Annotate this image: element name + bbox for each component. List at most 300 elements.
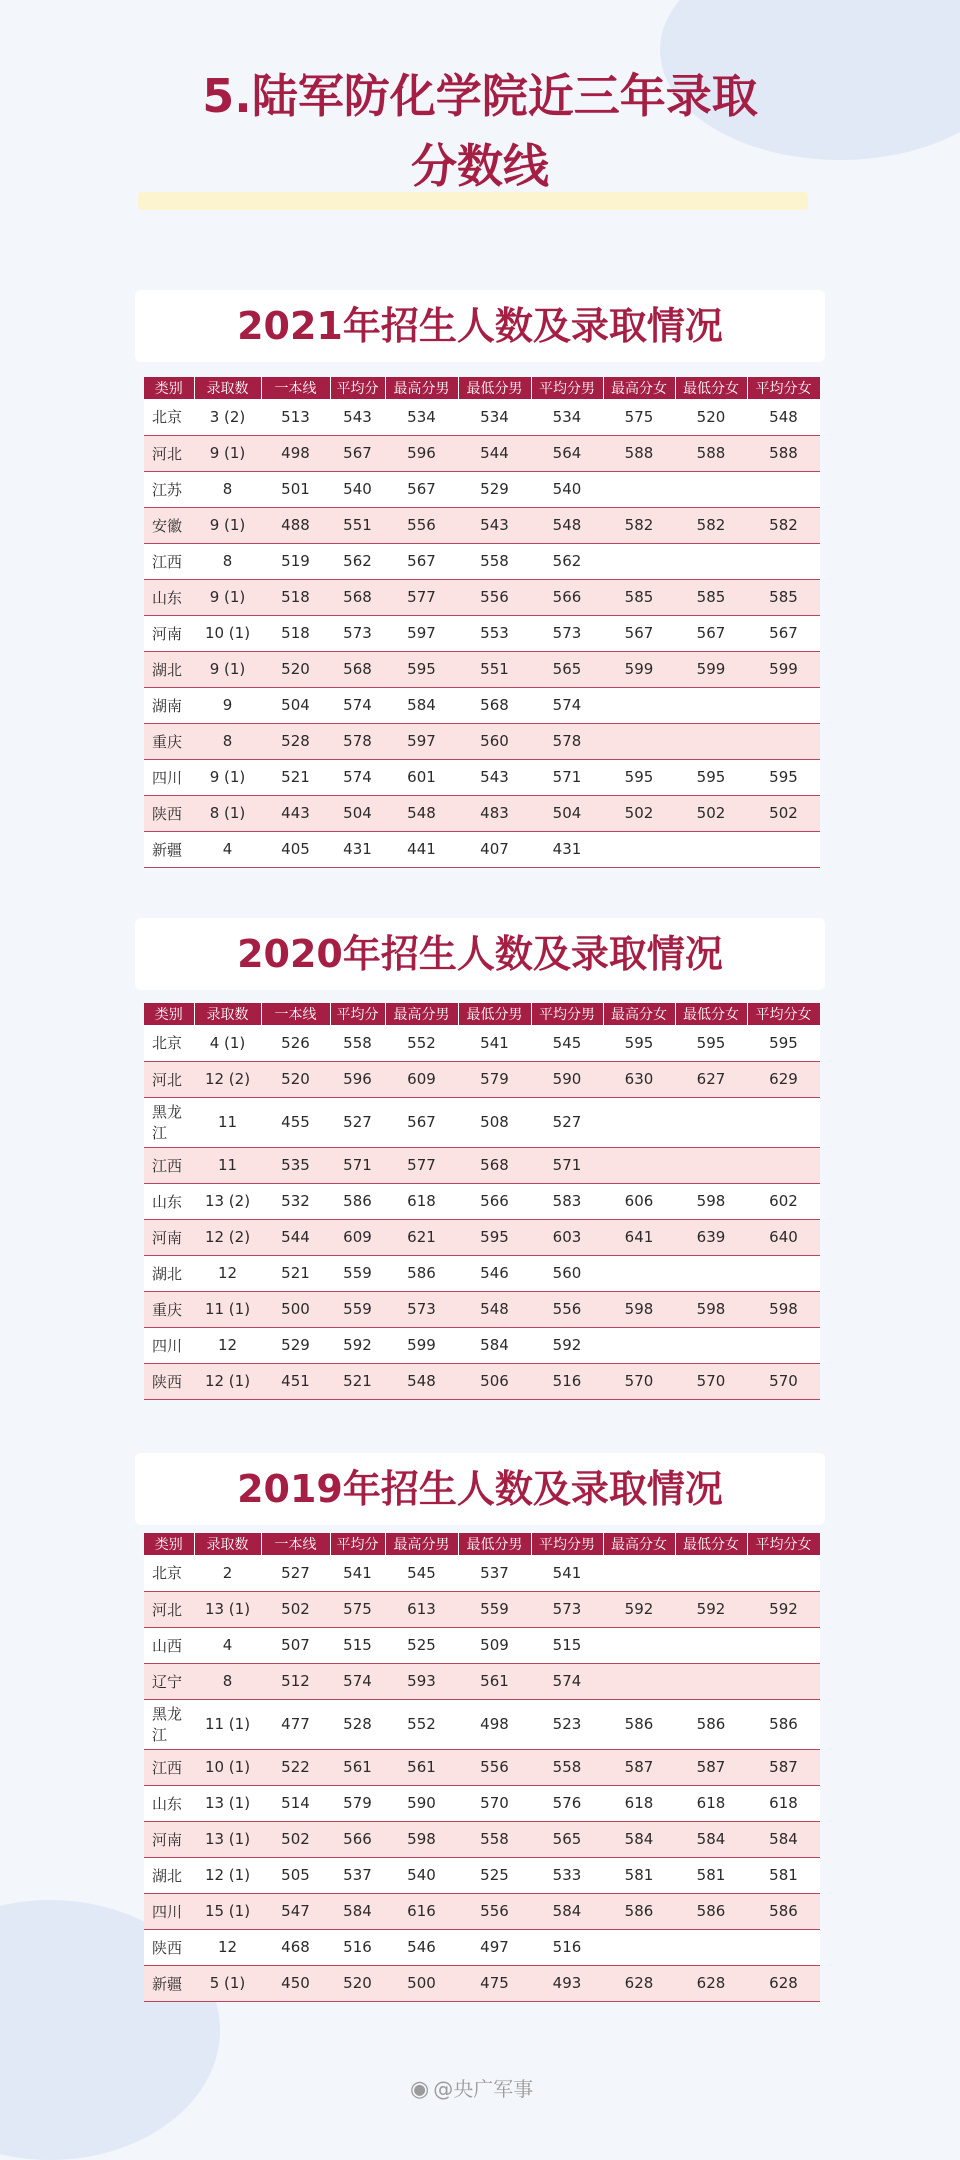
score-cell: 596 xyxy=(330,1061,385,1097)
score-cell: 567 xyxy=(675,615,747,651)
score-cell: 581 xyxy=(603,1857,675,1893)
table-row xyxy=(144,1929,820,1965)
table-row xyxy=(144,1785,820,1821)
score-cell: 455 xyxy=(261,1097,330,1147)
score-cell: 521 xyxy=(330,1363,385,1399)
province-cell: 四川 xyxy=(144,1893,194,1929)
score-cell: 529 xyxy=(458,471,531,507)
score-cell: 573 xyxy=(531,615,603,651)
score-cell: 601 xyxy=(385,759,458,795)
score-cell: 567 xyxy=(330,435,385,471)
score-cell: 518 xyxy=(261,615,330,651)
score-cell: 596 xyxy=(385,435,458,471)
score-cell xyxy=(603,471,675,507)
score-cell: 515 xyxy=(330,1627,385,1663)
table-row xyxy=(144,1965,820,2001)
score-cell: 568 xyxy=(458,1147,531,1183)
score-cell: 595 xyxy=(747,1025,820,1061)
score-cell: 4 xyxy=(194,831,261,867)
score-cell: 475 xyxy=(458,1965,531,2001)
score-cell: 540 xyxy=(385,1857,458,1893)
score-cell: 561 xyxy=(385,1749,458,1785)
table-header-row xyxy=(144,1533,820,1555)
table-row xyxy=(144,651,820,687)
score-cell: 628 xyxy=(603,1965,675,2001)
table-row xyxy=(144,399,820,435)
score-cell: 606 xyxy=(603,1183,675,1219)
score-cell xyxy=(675,1929,747,1965)
column-header: 最高分女 xyxy=(603,1003,675,1025)
table-row xyxy=(144,1699,820,1749)
score-cell: 597 xyxy=(385,723,458,759)
score-cell xyxy=(747,1327,820,1363)
score-cell: 431 xyxy=(531,831,603,867)
score-cell: 575 xyxy=(330,1591,385,1627)
table-row xyxy=(144,1327,820,1363)
score-cell: 551 xyxy=(458,651,531,687)
score-cell: 548 xyxy=(385,795,458,831)
score-cell: 599 xyxy=(675,651,747,687)
score-cell: 500 xyxy=(385,1965,458,2001)
score-cell: 506 xyxy=(458,1363,531,1399)
score-cell: 13 (2) xyxy=(194,1183,261,1219)
score-cell: 10 (1) xyxy=(194,1749,261,1785)
score-cell: 546 xyxy=(458,1255,531,1291)
score-cell xyxy=(603,831,675,867)
score-cell: 528 xyxy=(330,1699,385,1749)
score-cell: 509 xyxy=(458,1627,531,1663)
score-cell: 548 xyxy=(747,399,820,435)
score-cell: 574 xyxy=(531,1663,603,1699)
column-header: 一本线 xyxy=(261,1533,330,1555)
watermark-text: @央广军事 xyxy=(433,2077,534,2101)
table-row xyxy=(144,831,820,867)
score-cell: 12 (2) xyxy=(194,1219,261,1255)
table-row xyxy=(144,1025,820,1061)
score-cell: 407 xyxy=(458,831,531,867)
score-cell: 630 xyxy=(603,1061,675,1097)
score-cell: 588 xyxy=(675,435,747,471)
score-cell: 584 xyxy=(385,687,458,723)
score-cell: 502 xyxy=(603,795,675,831)
column-header: 最高分女 xyxy=(603,1533,675,1555)
score-cell: 9 (1) xyxy=(194,651,261,687)
score-cell: 521 xyxy=(261,759,330,795)
table-row xyxy=(144,1749,820,1785)
table-row xyxy=(144,1061,820,1097)
score-cell: 529 xyxy=(261,1327,330,1363)
score-cell: 585 xyxy=(747,579,820,615)
column-header: 类别 xyxy=(144,1003,194,1025)
score-cell: 582 xyxy=(747,507,820,543)
score-cell: 598 xyxy=(675,1291,747,1327)
score-cell: 523 xyxy=(531,1699,603,1749)
score-cell: 546 xyxy=(385,1929,458,1965)
table-row xyxy=(144,615,820,651)
score-cell: 518 xyxy=(261,579,330,615)
score-cell: 581 xyxy=(675,1857,747,1893)
score-cell: 543 xyxy=(458,759,531,795)
score-cell xyxy=(603,1255,675,1291)
column-header: 平均分女 xyxy=(747,1533,820,1555)
score-cell: 598 xyxy=(385,1821,458,1857)
score-cell: 640 xyxy=(747,1219,820,1255)
table-header-row xyxy=(144,377,820,399)
score-cell: 581 xyxy=(747,1857,820,1893)
table-row xyxy=(144,1591,820,1627)
score-cell: 551 xyxy=(330,507,385,543)
province-cell: 安徽 xyxy=(144,507,194,543)
score-cell: 597 xyxy=(385,615,458,651)
score-cell: 586 xyxy=(747,1893,820,1929)
score-cell: 616 xyxy=(385,1893,458,1929)
score-cell: 534 xyxy=(385,399,458,435)
score-cell: 548 xyxy=(458,1291,531,1327)
score-cell: 618 xyxy=(603,1785,675,1821)
province-cell: 陕西 xyxy=(144,1363,194,1399)
score-cell: 584 xyxy=(675,1821,747,1857)
score-cell: 586 xyxy=(675,1699,747,1749)
column-header: 录取数 xyxy=(194,377,261,399)
score-cell: 443 xyxy=(261,795,330,831)
table-row xyxy=(144,435,820,471)
column-header: 录取数 xyxy=(194,1533,261,1555)
province-cell: 湖北 xyxy=(144,651,194,687)
column-header: 平均分女 xyxy=(747,1003,820,1025)
score-cell: 570 xyxy=(747,1363,820,1399)
table-row xyxy=(144,1555,820,1591)
score-cell: 618 xyxy=(747,1785,820,1821)
score-cell: 12 (1) xyxy=(194,1857,261,1893)
column-header: 最低分女 xyxy=(675,1003,747,1025)
score-cell: 576 xyxy=(531,1785,603,1821)
province-cell: 黑龙江 xyxy=(144,1097,194,1147)
score-cell: 560 xyxy=(458,723,531,759)
score-cell xyxy=(747,1147,820,1183)
score-cell: 618 xyxy=(675,1785,747,1821)
score-cell: 567 xyxy=(385,543,458,579)
score-cell: 592 xyxy=(747,1591,820,1627)
column-header: 最高分女 xyxy=(603,377,675,399)
score-cell: 559 xyxy=(330,1291,385,1327)
score-cell: 528 xyxy=(261,723,330,759)
province-cell: 山东 xyxy=(144,1785,194,1821)
score-cell: 552 xyxy=(385,1699,458,1749)
score-cell: 574 xyxy=(330,687,385,723)
admission-table-2020 xyxy=(144,1003,821,1400)
score-cell: 468 xyxy=(261,1929,330,1965)
province-cell: 江西 xyxy=(144,543,194,579)
province-cell: 河南 xyxy=(144,615,194,651)
score-cell: 520 xyxy=(261,651,330,687)
table-row xyxy=(144,1219,820,1255)
column-header: 平均分 xyxy=(330,1003,385,1025)
score-cell: 559 xyxy=(330,1255,385,1291)
score-cell: 540 xyxy=(531,471,603,507)
score-cell: 560 xyxy=(531,1255,603,1291)
column-header: 最高分男 xyxy=(385,1533,458,1555)
score-cell: 566 xyxy=(458,1183,531,1219)
column-header: 平均分男 xyxy=(531,1003,603,1025)
table-row xyxy=(144,1363,820,1399)
score-cell: 590 xyxy=(385,1785,458,1821)
score-cell: 493 xyxy=(531,1965,603,2001)
score-cell: 592 xyxy=(675,1591,747,1627)
score-cell: 627 xyxy=(675,1061,747,1097)
score-cell: 537 xyxy=(330,1857,385,1893)
score-cell: 613 xyxy=(385,1591,458,1627)
score-cell: 544 xyxy=(261,1219,330,1255)
score-cell xyxy=(747,1255,820,1291)
score-cell: 535 xyxy=(261,1147,330,1183)
score-cell: 603 xyxy=(531,1219,603,1255)
province-cell: 河北 xyxy=(144,1591,194,1627)
score-cell: 541 xyxy=(458,1025,531,1061)
score-cell: 483 xyxy=(458,795,531,831)
score-cell: 8 xyxy=(194,1663,261,1699)
score-cell: 618 xyxy=(385,1183,458,1219)
section-title-2019: 2019年招生人数及录取情况 xyxy=(135,1453,825,1525)
column-header: 平均分男 xyxy=(531,1533,603,1555)
score-cell: 628 xyxy=(675,1965,747,2001)
score-cell: 562 xyxy=(531,543,603,579)
score-cell: 534 xyxy=(531,399,603,435)
score-cell: 556 xyxy=(458,1893,531,1929)
province-cell: 江西 xyxy=(144,1147,194,1183)
table-row xyxy=(144,1893,820,1929)
score-cell: 573 xyxy=(330,615,385,651)
column-header: 类别 xyxy=(144,1533,194,1555)
score-cell: 540 xyxy=(330,471,385,507)
score-cell: 573 xyxy=(531,1591,603,1627)
score-cell xyxy=(675,543,747,579)
section-title-2021: 2021年招生人数及录取情况 xyxy=(135,290,825,362)
score-cell: 577 xyxy=(385,1147,458,1183)
score-cell: 598 xyxy=(675,1183,747,1219)
score-cell: 507 xyxy=(261,1627,330,1663)
score-cell: 595 xyxy=(603,1025,675,1061)
province-cell: 黑龙江 xyxy=(144,1699,194,1749)
score-cell: 585 xyxy=(675,579,747,615)
score-cell: 559 xyxy=(458,1591,531,1627)
score-cell: 553 xyxy=(458,615,531,651)
score-cell: 501 xyxy=(261,471,330,507)
column-header: 最低分男 xyxy=(458,1533,531,1555)
admission-table-2019 xyxy=(144,1533,821,2002)
score-cell xyxy=(747,543,820,579)
score-cell: 13 (1) xyxy=(194,1591,261,1627)
score-cell: 595 xyxy=(385,651,458,687)
score-cell: 599 xyxy=(385,1327,458,1363)
score-cell: 577 xyxy=(385,579,458,615)
score-cell: 592 xyxy=(531,1327,603,1363)
score-cell: 4 (1) xyxy=(194,1025,261,1061)
score-cell: 525 xyxy=(385,1627,458,1663)
province-cell: 新疆 xyxy=(144,1965,194,2001)
score-cell: 515 xyxy=(531,1627,603,1663)
score-cell: 556 xyxy=(458,1749,531,1785)
score-cell: 520 xyxy=(330,1965,385,2001)
score-cell: 537 xyxy=(458,1555,531,1591)
score-cell xyxy=(603,1627,675,1663)
score-cell xyxy=(675,1097,747,1147)
score-cell: 498 xyxy=(261,435,330,471)
score-cell: 570 xyxy=(675,1363,747,1399)
score-cell: 525 xyxy=(458,1857,531,1893)
score-cell: 574 xyxy=(330,1663,385,1699)
score-cell: 477 xyxy=(261,1699,330,1749)
score-cell xyxy=(603,1555,675,1591)
score-cell: 520 xyxy=(261,1061,330,1097)
watermark xyxy=(410,2073,533,2102)
score-cell: 639 xyxy=(675,1219,747,1255)
score-cell: 568 xyxy=(330,579,385,615)
table-row xyxy=(144,471,820,507)
score-cell: 585 xyxy=(603,579,675,615)
table-row xyxy=(144,1627,820,1663)
score-cell: 609 xyxy=(330,1219,385,1255)
table-header-row xyxy=(144,1003,820,1025)
score-cell: 578 xyxy=(330,723,385,759)
score-cell: 451 xyxy=(261,1363,330,1399)
score-cell: 502 xyxy=(261,1591,330,1627)
score-cell: 593 xyxy=(385,1663,458,1699)
province-cell: 重庆 xyxy=(144,1291,194,1327)
column-header: 最低分男 xyxy=(458,377,531,399)
score-cell: 592 xyxy=(330,1327,385,1363)
score-cell: 543 xyxy=(458,507,531,543)
score-cell: 583 xyxy=(531,1183,603,1219)
province-cell: 重庆 xyxy=(144,723,194,759)
column-header: 最低分女 xyxy=(675,1533,747,1555)
table-row xyxy=(144,1857,820,1893)
score-cell: 3 (2) xyxy=(194,399,261,435)
score-cell: 516 xyxy=(531,1929,603,1965)
province-cell: 四川 xyxy=(144,1327,194,1363)
column-header: 平均分男 xyxy=(531,377,603,399)
score-cell xyxy=(747,723,820,759)
column-header: 最高分男 xyxy=(385,1003,458,1025)
score-cell xyxy=(675,687,747,723)
score-cell: 519 xyxy=(261,543,330,579)
score-cell: 556 xyxy=(531,1291,603,1327)
table-row xyxy=(144,543,820,579)
score-cell xyxy=(675,723,747,759)
score-cell xyxy=(747,687,820,723)
score-cell: 541 xyxy=(330,1555,385,1591)
section-title-2020: 2020年招生人数及录取情况 xyxy=(135,918,825,990)
score-cell xyxy=(747,471,820,507)
column-header: 类别 xyxy=(144,377,194,399)
score-cell: 562 xyxy=(330,543,385,579)
score-cell xyxy=(603,687,675,723)
score-cell xyxy=(675,1627,747,1663)
score-cell: 568 xyxy=(330,651,385,687)
score-cell: 8 (1) xyxy=(194,795,261,831)
score-cell xyxy=(747,831,820,867)
score-cell: 11 xyxy=(194,1147,261,1183)
score-cell: 587 xyxy=(675,1749,747,1785)
table-row xyxy=(144,687,820,723)
province-cell: 辽宁 xyxy=(144,1663,194,1699)
score-cell: 488 xyxy=(261,507,330,543)
score-cell: 587 xyxy=(747,1749,820,1785)
score-cell: 11 (1) xyxy=(194,1291,261,1327)
score-cell xyxy=(675,831,747,867)
score-cell: 548 xyxy=(531,507,603,543)
table-row xyxy=(144,759,820,795)
column-header: 最高分男 xyxy=(385,377,458,399)
page-title-line1: 5.陆军防化学院近三年录取 xyxy=(202,69,758,123)
score-cell: 592 xyxy=(603,1591,675,1627)
score-cell: 574 xyxy=(531,687,603,723)
score-cell: 558 xyxy=(531,1749,603,1785)
score-cell: 579 xyxy=(330,1785,385,1821)
province-cell: 河南 xyxy=(144,1219,194,1255)
province-cell: 山东 xyxy=(144,579,194,615)
score-cell xyxy=(603,1327,675,1363)
score-cell: 12 (1) xyxy=(194,1363,261,1399)
score-cell: 431 xyxy=(330,831,385,867)
score-cell xyxy=(603,543,675,579)
score-cell: 548 xyxy=(385,1363,458,1399)
score-cell: 9 (1) xyxy=(194,759,261,795)
score-cell: 502 xyxy=(675,795,747,831)
province-cell: 河北 xyxy=(144,1061,194,1097)
score-cell: 521 xyxy=(261,1255,330,1291)
score-cell: 629 xyxy=(747,1061,820,1097)
table-row xyxy=(144,1097,820,1147)
table-row xyxy=(144,507,820,543)
table-row xyxy=(144,1183,820,1219)
score-cell: 516 xyxy=(330,1929,385,1965)
score-cell: 534 xyxy=(458,399,531,435)
score-cell: 579 xyxy=(458,1061,531,1097)
score-cell: 567 xyxy=(603,615,675,651)
score-cell: 599 xyxy=(747,651,820,687)
score-cell: 512 xyxy=(261,1663,330,1699)
score-cell: 545 xyxy=(385,1555,458,1591)
score-cell: 609 xyxy=(385,1061,458,1097)
score-cell: 9 (1) xyxy=(194,507,261,543)
score-cell: 11 xyxy=(194,1097,261,1147)
score-cell: 584 xyxy=(531,1893,603,1929)
score-cell: 586 xyxy=(603,1699,675,1749)
score-cell: 584 xyxy=(330,1893,385,1929)
score-cell: 508 xyxy=(458,1097,531,1147)
score-cell: 13 (1) xyxy=(194,1785,261,1821)
province-cell: 山西 xyxy=(144,1627,194,1663)
score-cell: 584 xyxy=(747,1821,820,1857)
table-row xyxy=(144,1663,820,1699)
province-cell: 河北 xyxy=(144,435,194,471)
table-row xyxy=(144,579,820,615)
province-cell: 北京 xyxy=(144,1555,194,1591)
score-cell: 567 xyxy=(385,1097,458,1147)
table-row xyxy=(144,1255,820,1291)
score-cell: 9 (1) xyxy=(194,435,261,471)
score-cell: 570 xyxy=(603,1363,675,1399)
score-cell: 564 xyxy=(531,435,603,471)
score-cell: 505 xyxy=(261,1857,330,1893)
table-row xyxy=(144,1291,820,1327)
score-cell: 556 xyxy=(385,507,458,543)
score-cell: 8 xyxy=(194,723,261,759)
score-cell: 441 xyxy=(385,831,458,867)
score-cell xyxy=(675,1663,747,1699)
score-cell: 568 xyxy=(458,687,531,723)
score-cell: 584 xyxy=(603,1821,675,1857)
